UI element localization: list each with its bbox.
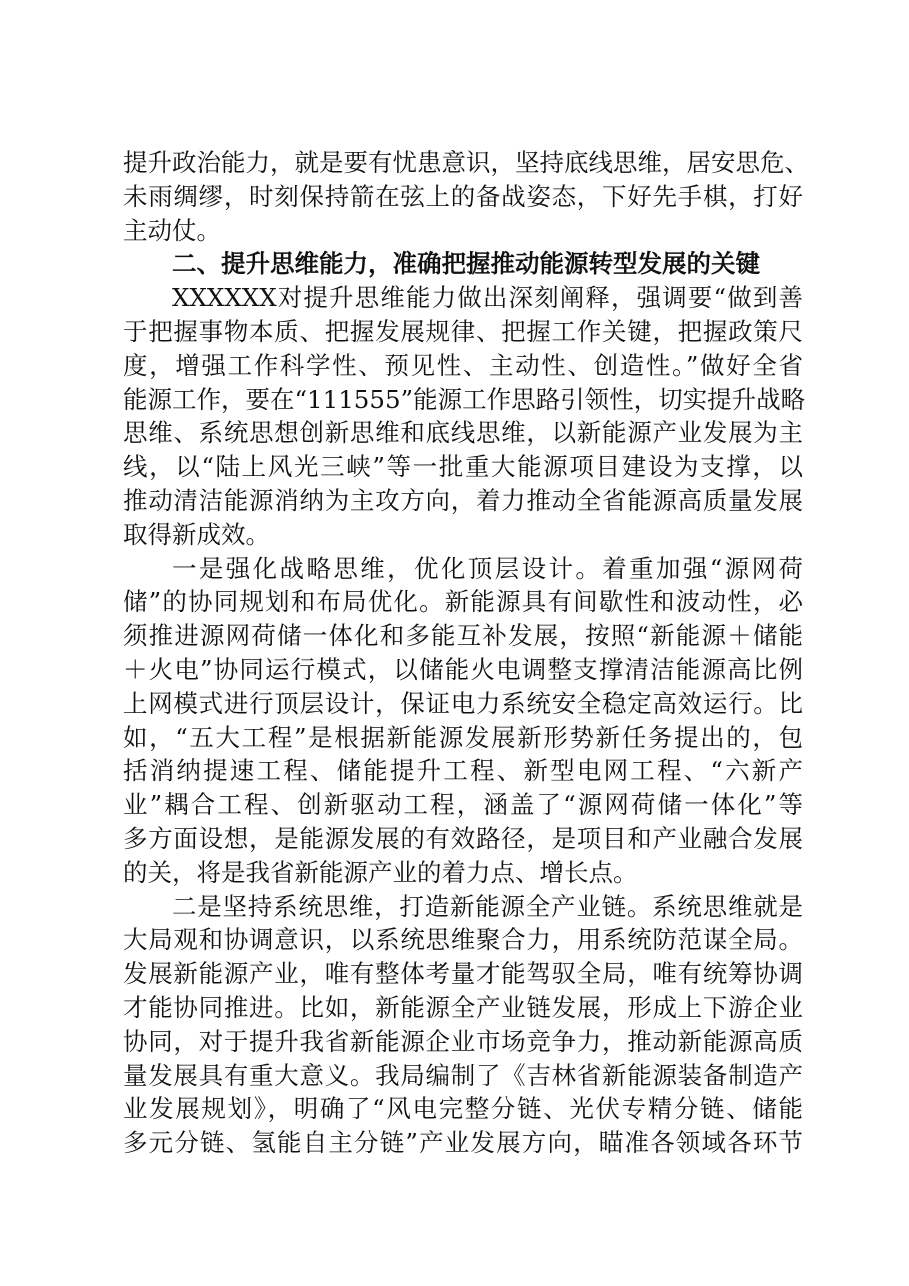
text-line: 主动仗。 <box>123 215 221 245</box>
text-line: 协同，对于提升我省新能源企业市场竞争力，推动新能源高质 <box>123 1026 803 1056</box>
text-line: 业”耦合工程、创新驱动工程，涵盖了“源网荷储一体化”等 <box>123 790 803 820</box>
text-line: 度，增强工作科学性、预见性、主动性、创造性。”做好全省 <box>123 350 803 380</box>
text-line: 能源工作，要在“111555”能源工作思路引领性，切实提升战略 <box>123 384 806 414</box>
text-line: 提升政治能力，就是要有忧患意识，坚持底线思维，居安思危、 <box>123 148 809 177</box>
text-line: 上网模式进行顶层设计，保证电力系统安全稳定高效运行。比 <box>123 688 803 718</box>
text-line: 多元分链、氢能自主分链”产业发展方向，瞄准各领域各环节 <box>123 1128 803 1158</box>
paragraph-first-line: 二是坚持系统思维，打造新能源全产业链。系统思维就是 <box>172 891 803 921</box>
text-line: 量发展具有重大意义。我局编制了《吉林省新能源装备制造产 <box>123 1060 803 1090</box>
section-heading: 二、提升思维能力，准确把握推动能源转型发展的关键 <box>172 249 760 279</box>
text-line: 大局观和协调意识，以系统思维聚合力，用系统防范谋全局。 <box>123 925 803 955</box>
text-line: 取得新成效。 <box>123 519 270 549</box>
paragraph-first-line: XXXXXX对提升思维能力做出深刻阐释，强调要“做到善 <box>172 283 803 313</box>
text-line: 如，“五大工程”是根据新能源发展新形势新任务提出的，包 <box>123 722 803 752</box>
document-body <box>123 146 809 1160</box>
text-line: 思维、系统思想创新思维和底线思维，以新能源产业发展为主 <box>123 418 803 448</box>
text-line: 括消纳提速工程、储能提升工程、新型电网工程、“六新产 <box>123 756 803 786</box>
text-line: 的关，将是我省新能源产业的着力点、增长点。 <box>123 857 638 887</box>
text-line: 未雨绸缪，时刻保持箭在弦上的备战姿态，下好先手棋，打好 <box>123 181 803 211</box>
text-line: 推动清洁能源消纳为主攻方向，着力推动全省能源高质量发展 <box>123 485 803 515</box>
text-line: 储”的协同规划和布局优化。新能源具有间歇性和波动性，必 <box>123 587 803 617</box>
paragraph-first-line: 一是强化战略思维，优化顶层设计。着重加强“源网荷 <box>172 553 803 583</box>
text-line: 于把握事物本质、把握发展规律、把握工作关键，把握政策尺 <box>123 316 803 346</box>
text-line: 发展新能源产业，唯有整体考量才能驾驭全局，唯有统筹协调 <box>123 959 803 989</box>
text-line: 才能协同推进。比如，新能源全产业链发展，形成上下游企业 <box>123 992 803 1022</box>
text-line: 须推进源网荷储一体化和多能互补发展，按照“新能源＋储能 <box>123 621 803 651</box>
text-line: 多方面设想，是能源发展的有效路径，是项目和产业融合发展 <box>123 823 803 853</box>
text-line: ＋火电”协同运行模式，以储能火电调整支撑清洁能源高比例 <box>123 654 803 684</box>
text-line: 线，以“陆上风光三峡”等一批重大能源项目建设为支撑，以 <box>123 452 803 482</box>
text-line: 业发展规划》，明确了“风电完整分链、光伏专精分链、储能 <box>123 1094 803 1124</box>
